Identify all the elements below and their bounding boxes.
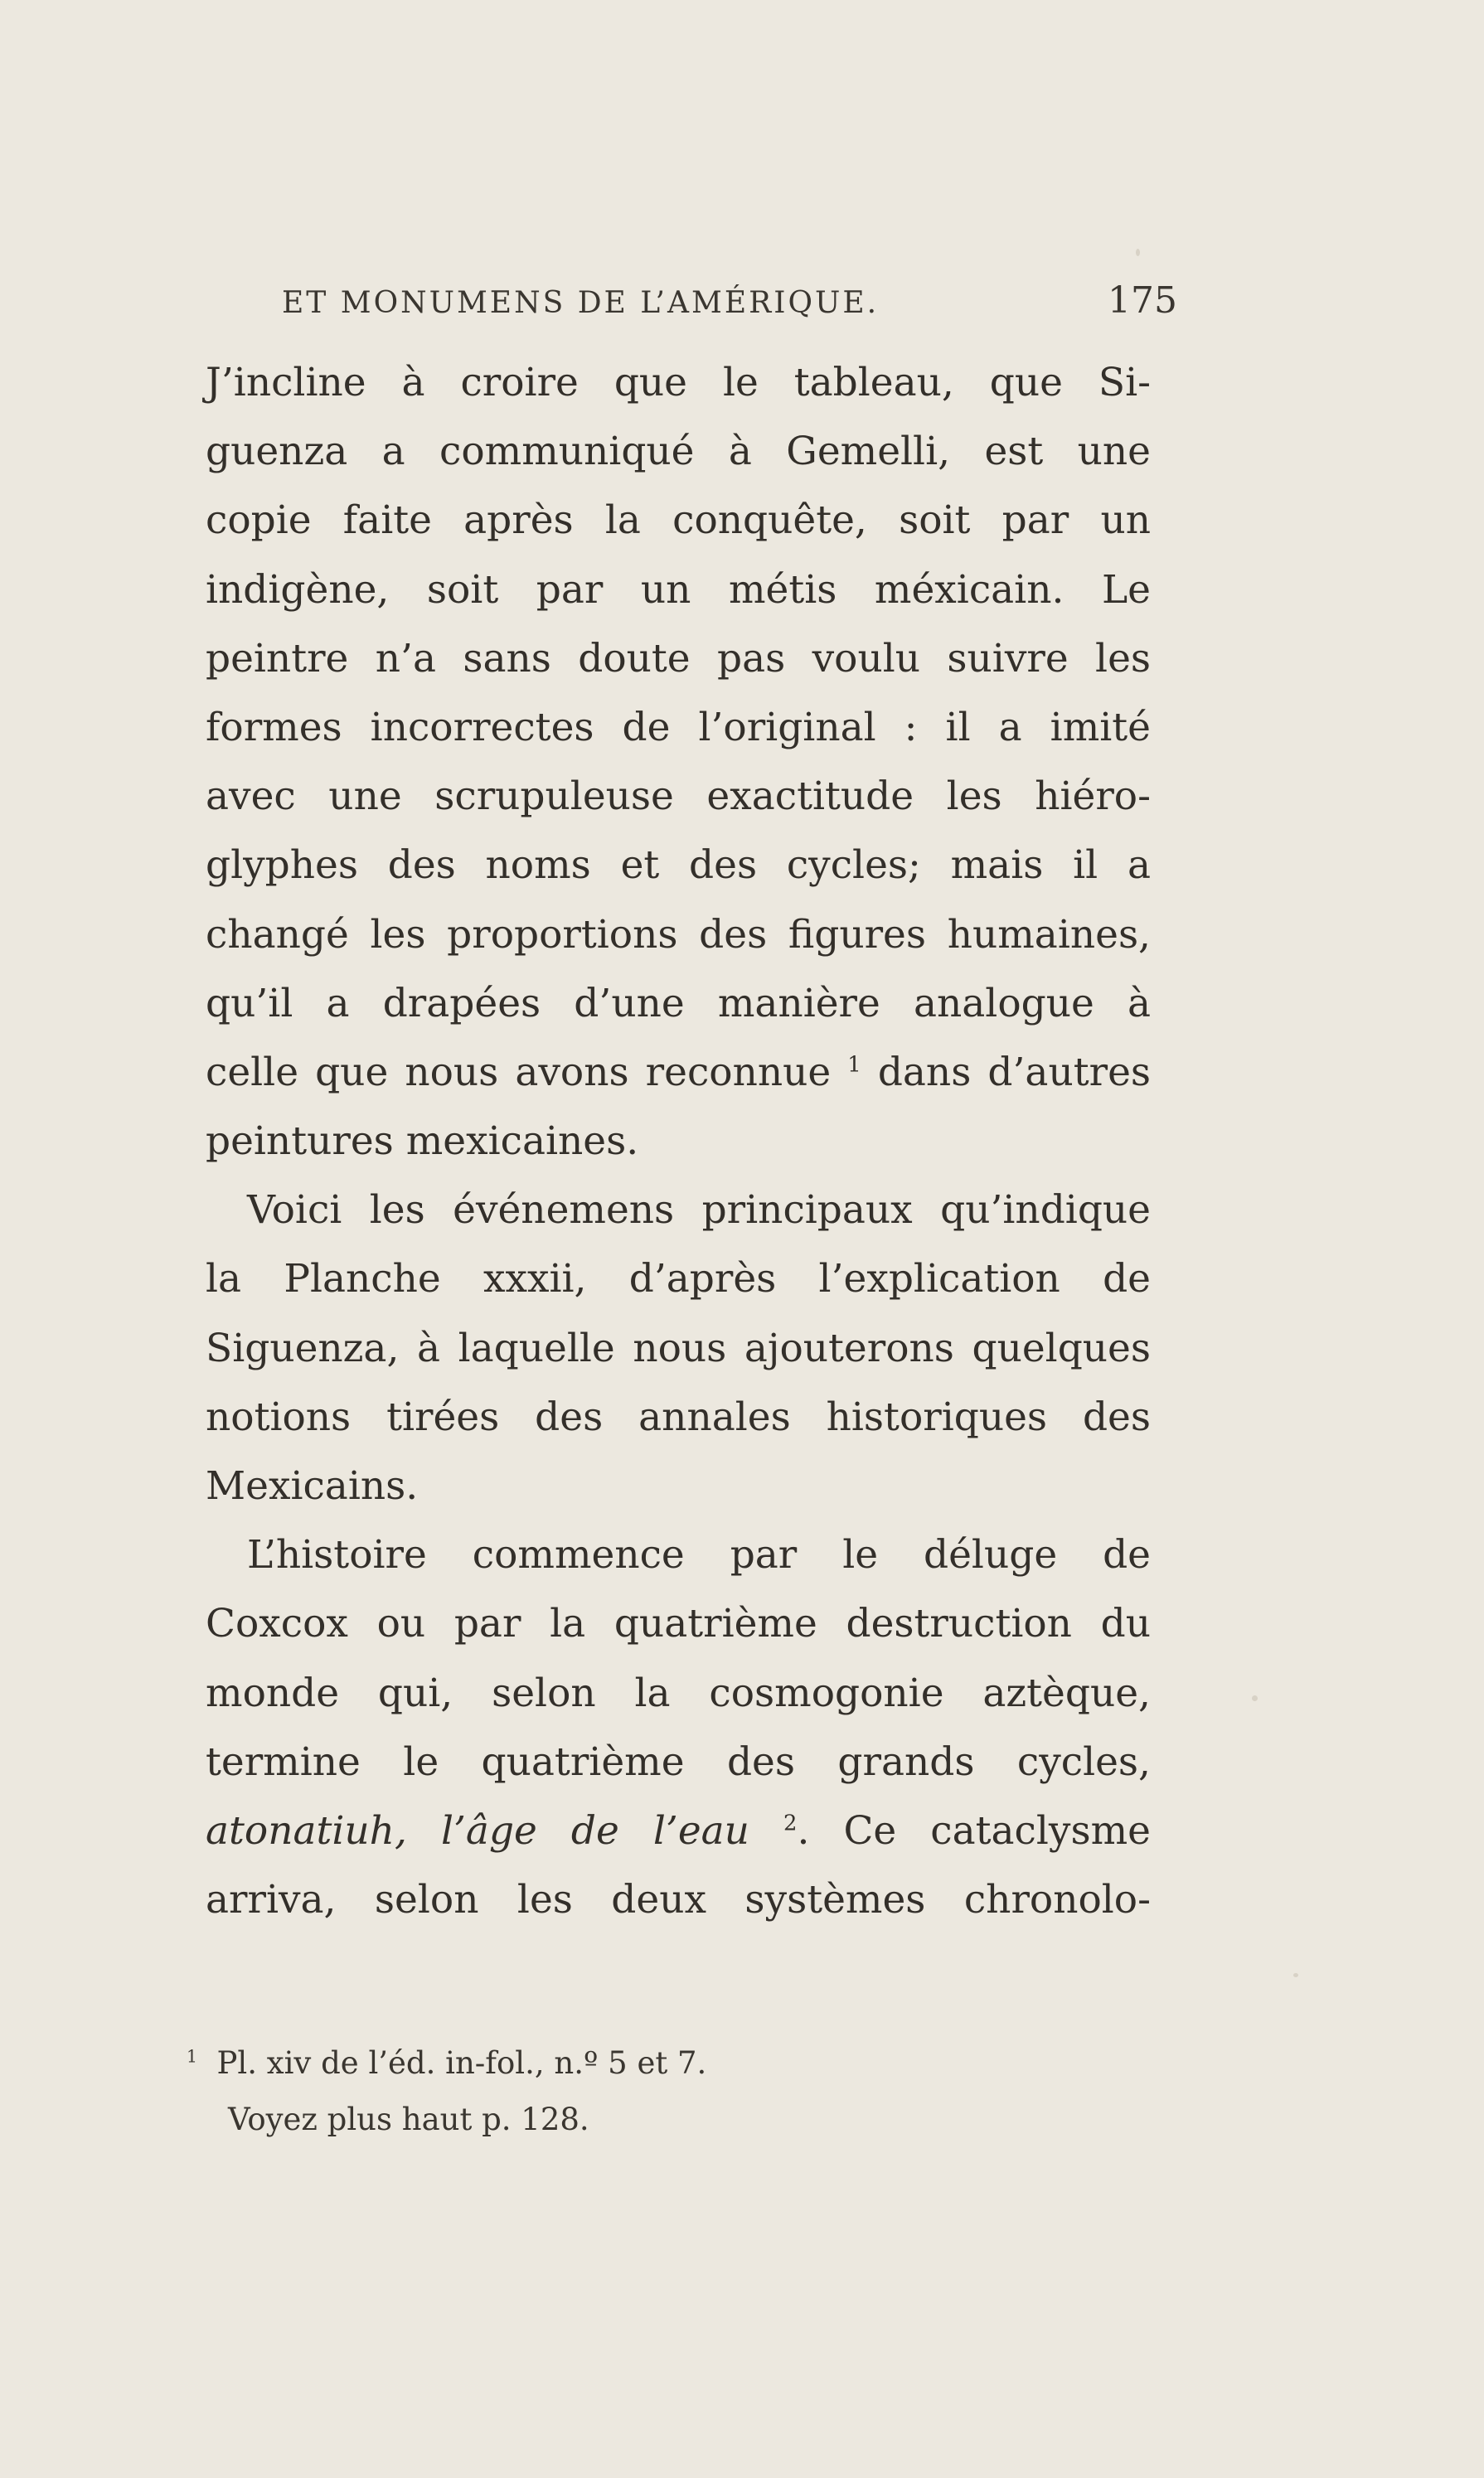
text-fragment: celle que nous avons reconnue — [206, 1049, 832, 1095]
text-line: termine le quatrième des grands cycles, — [206, 1738, 1151, 1785]
footnotes — [187, 2035, 933, 2148]
footnote-marker: 1 — [187, 2046, 197, 2067]
text-line: monde qui, selon la cosmogonie aztèque, — [206, 1670, 1151, 1716]
text-line: glyphes des noms et des cycles; mais il a — [206, 842, 1151, 889]
text-line: Mexicains. — [206, 1463, 419, 1509]
text-line: formes incorrectes de l’original : il a imité — [206, 704, 1151, 750]
text-line: L’histoire commence par le déluge de — [247, 1532, 1151, 1578]
text-line: qu’il a drapées d’une manière analogue à — [206, 980, 1151, 1026]
text-line-with-note — [206, 1797, 1151, 1865]
text-fragment: dans d’autres — [877, 1049, 1152, 1095]
text-line: Coxcox ou par la quatrième destruction du — [206, 1601, 1151, 1647]
text-line: indigène, soit par un métis méxicain. Le — [206, 566, 1151, 613]
paper-speck — [1252, 1695, 1258, 1701]
text-line: Siguenza, à laquelle nous ajouterons quelques — [206, 1325, 1151, 1371]
text-line: avec une scrupuleuse exactitude les hiéro- — [206, 773, 1151, 820]
paper-speck — [1136, 249, 1140, 256]
text-line: copie faite après la conquête, soit par un — [206, 497, 1151, 544]
text-line: guenza a communiqué à Gemelli, est une — [206, 429, 1151, 475]
running-head — [282, 279, 1177, 336]
text-line: arriva, selon les deux systèmes chronolo- — [206, 1877, 1151, 1923]
footnote-1 — [187, 2035, 933, 2092]
footnote-ref: 1 — [847, 1052, 861, 1078]
footnote-2: Voyez plus haut p. 128. — [228, 2102, 589, 2137]
text-fragment: . Ce cataclysme — [797, 1807, 1151, 1854]
running-title: ET MONUMENS DE L’AMÉRIQUE. — [282, 286, 880, 320]
paper-speck — [1293, 1973, 1298, 1977]
text-line: peintures mexicaines. — [206, 1118, 639, 1165]
text-line-with-note — [206, 1038, 1151, 1107]
text-line: la Planche xxxii, d’après l’explication de — [206, 1256, 1151, 1302]
page-number: 175 — [1108, 279, 1177, 322]
text-line: changé les proportions des figures humaines, — [206, 911, 1151, 958]
body-text — [206, 348, 1151, 1934]
text-line: J’incline à croire que le tableau, que Si- — [206, 360, 1151, 405]
footnote-ref: 2 — [783, 1811, 798, 1836]
text-line: Voici les événemens principaux qu’indique — [247, 1187, 1151, 1234]
italic-fragment: atonatiuh, l’âge de l’eau — [206, 1807, 749, 1854]
text-line: notions tirées des annales historiques des — [206, 1394, 1151, 1440]
text-line: peintre n’a sans doute pas voulu suivre les — [206, 635, 1151, 681]
footnote-text: Pl. xiv de l’éd. in-fol., n.º 5 et 7. — [216, 2045, 707, 2081]
